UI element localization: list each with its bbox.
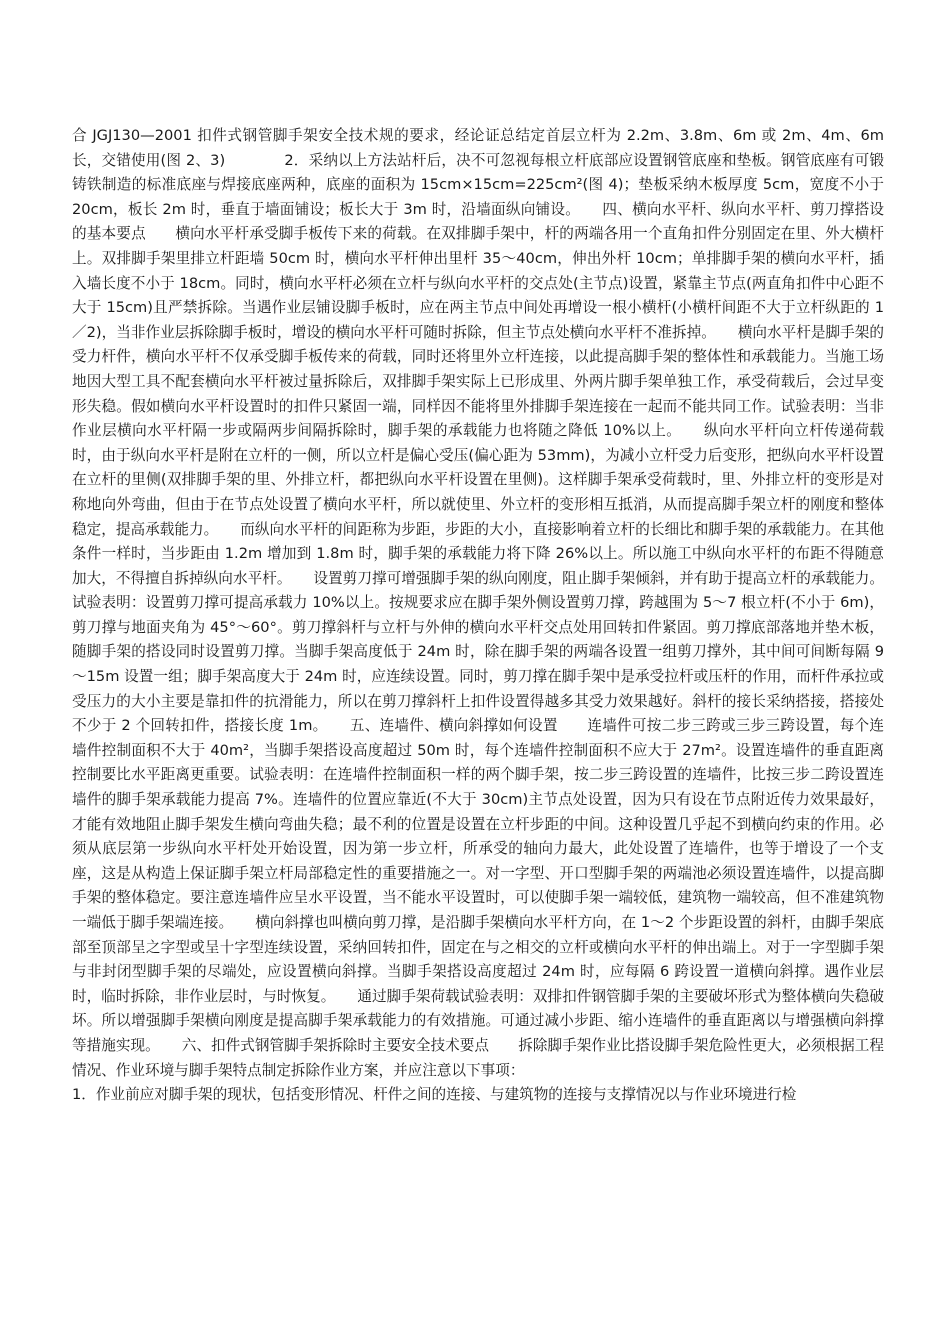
- list-item: 1．作业前应对脚手架的现状，包括变形情况、杆件之间的连接、与建筑物的连接与支撑情况以与作业环境进行检: [72, 1086, 797, 1104]
- body-paragraph: 合 JGJ130—2001 扣件式钢管脚手架安全技术规的要求，经论证总结定首层立杆为 2.2m、3.8m、6m 或 2m、4m、6m 长，交错使用(图 2、3) 2．采纳以上方法站杆后，决不可忽视每根立杆底部应设置钢管底座和垫板。钢管底座有可锻铸铁制造的标准底座与焊接底座两种，底座的面积为 15cm×15cm=225cm²(图 4)；垫板采纳木板厚度 5cm，宽度不小于 20cm，板长 2m 时，垂直于墙面铺设；板长大于 3m 时，沿墙面纵向铺设。 四、横向水平杆、纵向水平杆、剪刀撑搭设的基本要点 横向水平杆承受脚手板传下来的荷载。在双排脚手架中，杆的两端各用一个直角扣件分别固定在里、外大横杆上。双排脚手架里排立杆距墙 50cm 时，横向水平杆伸出里杆 35～40cm，伸出外杆 10cm；单排脚手架的横向水平杆，插入墙长度不小于 18cm。同时，横向水平杆必须在立杆与纵向水平杆的交点处(主节点)设置，紧靠主节点(两直角扣件中心距不大于 15cm)且严禁拆除。当遇作业层铺设脚手板时，应在两主节点中间处再增设一根小横杆(小横杆间距不大于立杆纵距的 1／2)，当非作业层拆除脚手板时，增设的横向水平杆可随时拆除，但主节点处横向水平杆不准拆掉。 横向水平杆是脚手架的受力杆件，横向水平杆不仅承受脚手板传来的荷载，同时还将里外立杆连接，以此提高脚手架的整体性和承载能力。当施工场地因大型工具不配套横向水平杆被过量拆除后，双排脚手架实际上已形成里、外两片脚手架单独工作，承受荷载后，会过早变形失稳。假如横向水平杆设置时的扣件只紧固一端，同样因不能将里外排脚手架连接在一起而不能共同工作。试验表明：当非作业层横向水平杆隔一步或隔两步间隔拆除时，脚手架的承载能力也将随之降低 10%以上。 纵向水平杆向立杆传递荷载时，由于纵向水平杆是附在立杆的一侧，所以立杆是偏心受压(偏心距为 53mm)，为减小立杆受力后变形，把纵向水平杆设置在立杆的里侧(双排脚手架的里、外排立杆，都把纵向水平杆设置在里侧)。这样脚手架承受荷载时，里、外排立杆的变形是对称地向外弯曲，但由于在节点处设置了横向水平杆，所以就使里、外立杆的变形相互抵消，从而提高脚手架立杆的刚度和整体稳定，提高承载能力。 而纵向水平杆的间距称为步距，步距的大小，直接影响着立杆的长细比和脚手架的承载能力。在其他条件一样时，当步距由 1.2m 增加到 1.8m 时，脚手架的承载能力将下降 26%以上。所以施工中纵向水平杆的布距不得随意加大，不得擅自拆掉纵向水平杆。 设置剪刀撑可增强脚手架的纵向刚度，阻止脚手架倾斜，并有助于提高立杆的承载能力。试验表明：设置剪刀撑可提高承载力 10%以上。按规要求应在脚手架外侧设置剪刀撑，跨越围为 5～7 根立杆(不小于 6m)，剪刀撑与地面夹角为 45°～60°。剪刀撑斜杆与立杆与外伸的横向水平杆交点处用回转扣件紧固。剪刀撑底部落地并垫木板，随脚手架的搭设同时设置剪刀撑。当脚手架高度低于 24m 时，除在脚手架的两端各设置一组剪刀撑外，其中间可间断每隔 9～15m 设置一组；脚手架高度大于 24m 时，应连续设置。同时，剪刀撑在脚手架中是承受拉杆或压杆的作用，而杆件承拉或受压力的大小主要是靠扣件的抗滑能力，所以在剪刀撑斜杆上扣件设置得越多其受力效果越好。斜杆的接长采纳搭接，搭接处不少于 2 个回转扣件，搭接长度 1m。 五、连墙件、横向斜撑如何设置 连墙件可按二步三跨或三步三跨设置，每个连墙件控制面积不大于 40m²，当脚手架搭设高度超过 50m 时，每个连墙件控制面积不应大于 27m²。设置连墙件的垂直距离控制要比水平距离更重要。试验表明：在连墙件控制面积一样的两个脚手架，按二步三跨设置的连墙件，比按三步二跨设置连墙件的脚手架承载能力提高 7%。连墙件的位置应靠近(不大于 30cm)主节点处设置，因为只有设在节点附近传力效果最好，才能有效地阻止脚手架发生横向弯曲失稳；最不利的位置是设置在立杆步距的中间。这种设置几乎起不到横向约束的作用。必须从底层第一步纵向水平杆处开始设置，因为第一步立杆，所承受的轴向力最大，此处设置了连墙件，也等于增设了一个支座，这是从构造上保证脚手架立杆局部稳定性的重要措施之一。对一字型、开口型脚手架的两端池必须设置连墙件，以提高脚手架的整体稳定。要注意连墙件应呈水平设置，当不能水平设置时，可以使脚手架一端较低，建筑物一端较高，但不准建筑物一端低于脚手架端连接。 横向斜撑也叫横向剪刀撑，是沿脚手架横向水平杆方向，在 1～2 个步距设置的斜杆，由脚手架底部至顶部呈之字型或呈十字型连续设置，采纳回转扣件，固定在与之相交的立杆或横向水平杆的伸出端上。对于一字型脚手架与非封闭型脚手架的尽端处，应设置横向斜撑。当脚手架搭设高度超过 24m 时，应每隔 6 跨设置一道横向斜撑。遇作业层时，临时拆除，非作业层时，与时恢复。 通过脚手架荷载试验表明：双排扣件钢管脚手架的主要破坏形式为整体横向失稳破坏。所以增强脚手架横向刚度是提高脚手架承载能力的有效措施。可通过减小步距、缩小连墙件的垂直距离以与增强横向斜撑等措施实现。 六、扣件式钢管脚手架拆除时主要安全技术要点 拆除脚手架作业比搭设脚手架危险性更大，必须根据工程情况、作业环境与脚手架特点制定拆除作业方案，并应注意以下事项：: [72, 127, 884, 1079]
- document-body: [72, 124, 884, 1108]
